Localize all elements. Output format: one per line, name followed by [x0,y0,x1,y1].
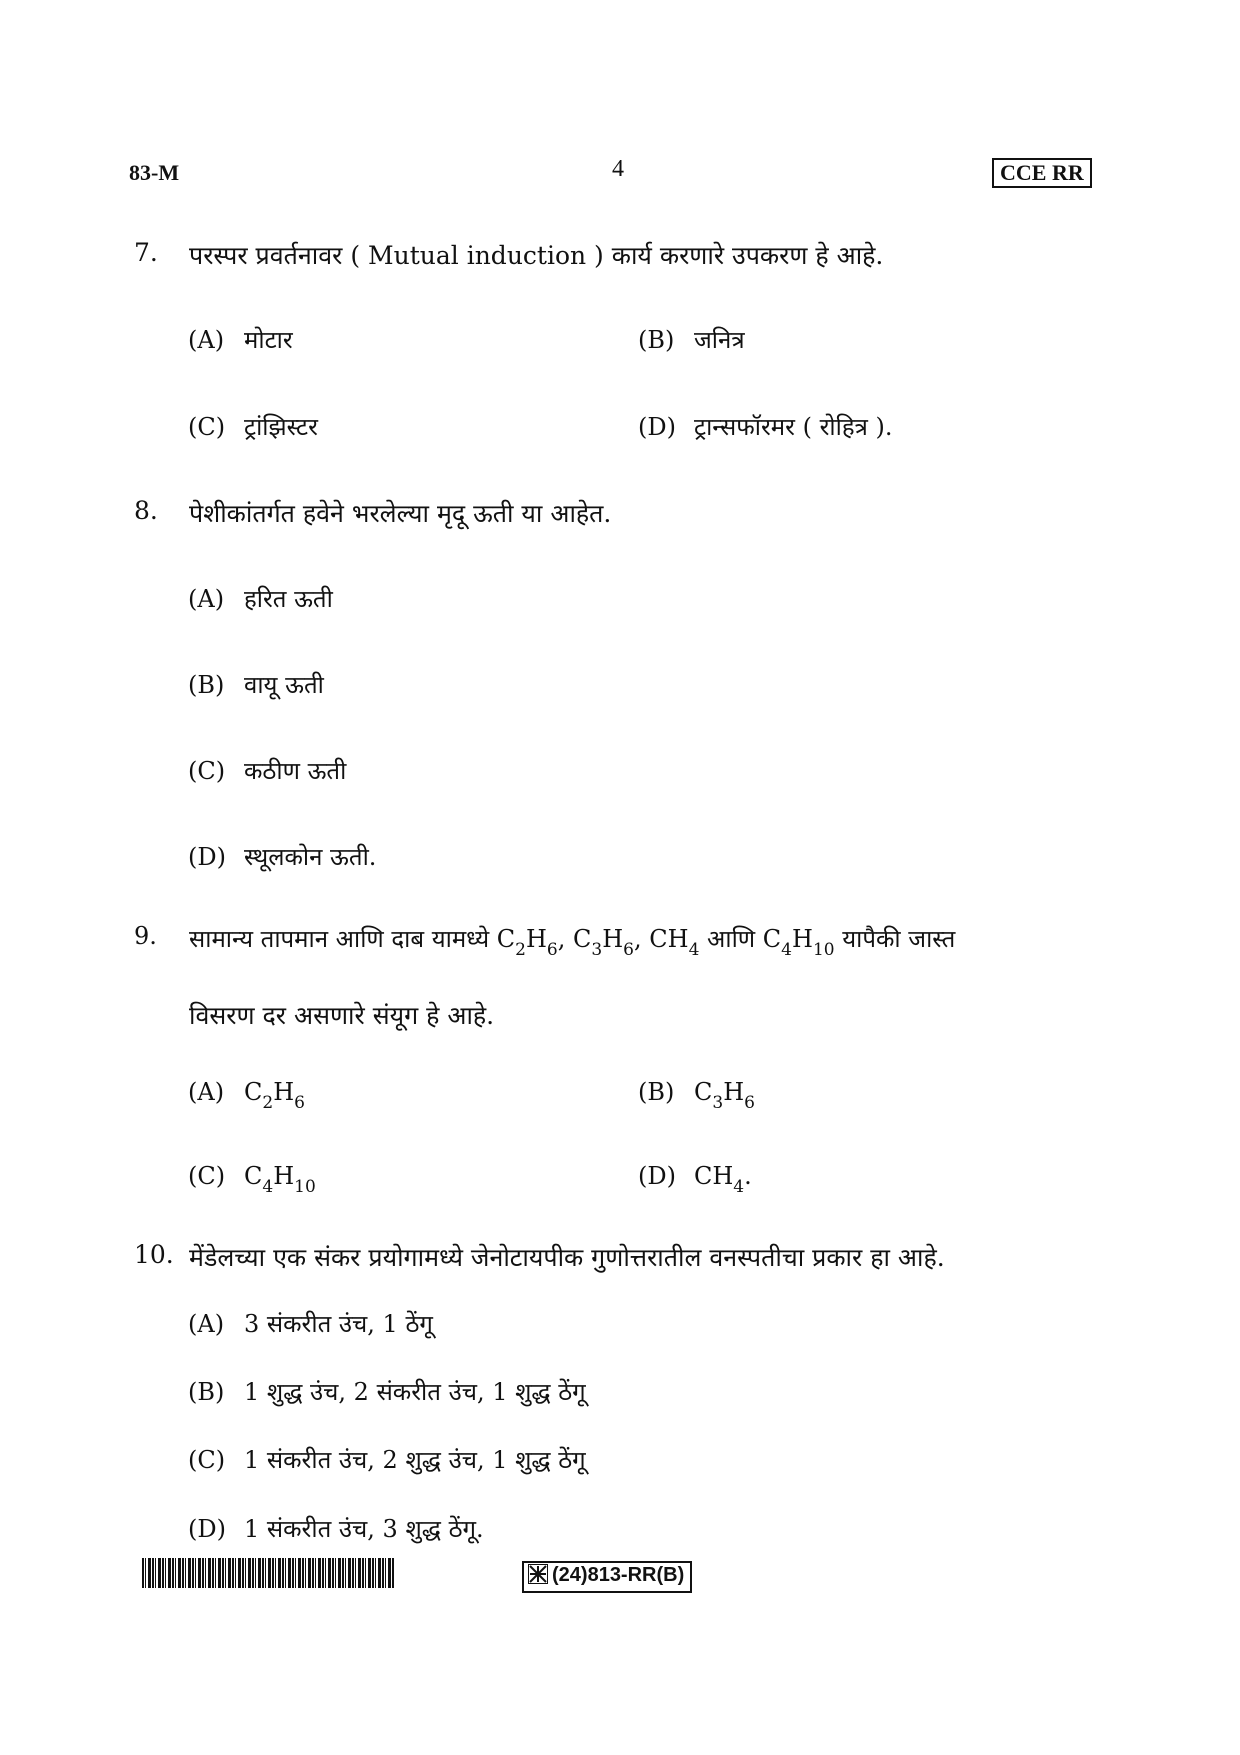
option-label: (C) [188,1162,226,1190]
page-number: 4 [612,156,624,182]
option-9a [188,1078,305,1113]
option-text: स्थूलकोन ऊती. [244,843,377,871]
option-label: (D) [188,1515,226,1543]
option-10c [188,1443,586,1476]
conjunction-text: आणि [707,925,756,953]
option-10d [188,1512,484,1545]
option-text: कठीण ऊती [244,757,347,785]
option-label: (D) [638,1162,676,1190]
option-9b [638,1078,755,1113]
option-7c [188,410,318,443]
question-7 [134,238,884,270]
option-text: ट्रांझिस्टर [244,413,318,441]
option-label: (B) [188,1378,225,1406]
option-7d [638,410,892,443]
question-number: 8. [134,496,158,525]
option-text: 1 संकरीत उंच, 2 शुद्ध उंच, 1 शुद्ध ठेंगू [244,1446,586,1474]
paper-code: 83-M [129,160,180,185]
formula-ch4: $CH_4$ [649,925,700,960]
option-8c [188,754,346,787]
option-text: ट्रान्सफॉरमर ( रोहित्र ). [694,413,893,441]
question-text: परस्पर प्रवर्तनावर ( Mutual induction ) कार्य करणारे उपकरण हे आहे. [189,241,884,270]
formula-ch4: $CH_4$. [694,1162,752,1197]
option-7b [638,323,745,356]
question-number: 10. [134,1240,174,1269]
option-text: मोटार [244,326,293,354]
footer-paper-code: (24)813-RR(B) [552,1564,685,1586]
formula-c3h6: $C_3H_6$ [694,1078,755,1113]
option-8d [188,840,376,873]
option-label: (A) [188,1078,225,1106]
question-number: 7. [134,238,158,267]
option-8b [188,668,324,701]
question-text: मेंडेलच्या एक संकर प्रयोगामध्ये जेनोटायपीक गुणोत्तरातील वनस्पतीचा प्रकार हा आहे. [189,1243,945,1272]
option-9d [638,1162,752,1197]
option-8a [188,582,333,615]
option-label: (C) [188,757,226,785]
formula-c4h10: $C_4H_{10}$ [244,1162,316,1197]
question-text: पेशीकांतर्गत हवेने भरलेल्या मृदू ऊती या आहेत. [189,499,612,528]
option-text: वायू ऊती [244,671,324,699]
option-text: 1 शुद्ध उंच, 2 संकरीत उंच, 1 शुद्ध ठेंगू [244,1378,586,1406]
option-9c [188,1162,316,1197]
option-label: (A) [188,326,225,354]
question-9-line1 [134,922,956,960]
formula-c2h6: $C_2H_6$ [244,1078,305,1113]
option-text: हरित ऊती [244,585,333,613]
question-text: सामान्य तापमान आणि दाब यामध्ये [189,925,490,953]
option-label: (B) [188,671,225,699]
footer-code-box [522,1561,692,1593]
question-text-end: यापैकी जास्त [842,925,956,953]
option-label: (B) [638,326,675,354]
formula-c2h6: $C_2H_6$, [496,925,566,960]
formula-c4h10: $C_4H_{10}$ [762,925,835,960]
formula-c3h6: $C_3H_6$, [573,925,642,960]
option-label: (A) [188,585,225,613]
barcode [142,1558,394,1588]
option-label: (D) [638,413,676,441]
option-label: (B) [638,1078,675,1106]
series-box: CCE RR [992,158,1092,188]
option-label: (D) [188,843,226,871]
option-7a [188,323,293,356]
option-label: (C) [188,413,226,441]
option-text: 1 संकरीत उंच, 3 शुद्ध ठेंगू. [244,1515,484,1543]
question-10 [134,1240,945,1272]
option-text: जनित्र [694,326,745,354]
question-number: 9. [134,922,157,950]
question-8 [134,496,612,528]
option-label: (A) [188,1310,225,1338]
option-10b [188,1375,586,1408]
paper-code-logo-icon [528,1564,548,1590]
question-9-line2: विसरण दर असणारे संयूग हे आहे. [189,1001,495,1030]
option-10a [188,1307,433,1340]
option-text: 3 संकरीत उंच, 1 ठेंगू [244,1310,433,1338]
option-label: (C) [188,1446,226,1474]
